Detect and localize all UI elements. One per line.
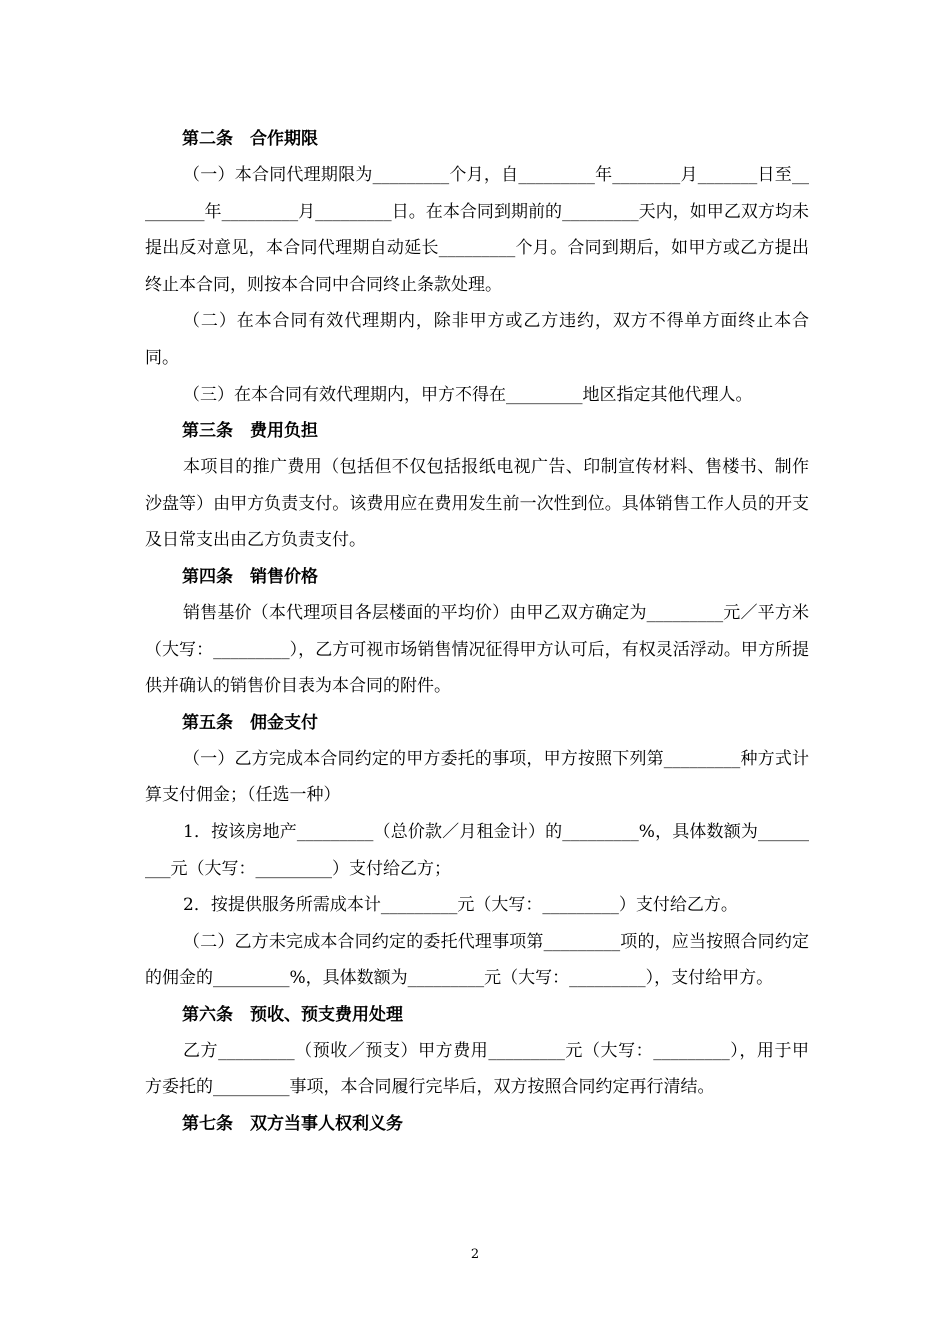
- paragraph: 本项目的推广费用（包括但不仅包括报纸电视广告、印制宣传材料、售楼书、制作沙盘等）由甲方负责支付。该费用应在费用发生前一次性到位。具体销售工作人员的开支及日常支出由乙方负责支付。: [145, 457, 809, 551]
- article-4-price: [145, 559, 809, 705]
- article-heading: 第四条 销售价格: [182, 566, 318, 587]
- paragraph: 销售基价（本代理项目各层楼面的平均价）由甲乙双方确定为_________元／平方米（大写：_________），乙方可视市场销售情况征得甲方认可后，有权灵活浮动。甲方所提供并确认的销售价目表为本合同的附件。: [145, 602, 809, 697]
- paragraph: （二）乙方未完成本合同约定的委托代理事项第_________项的，应当按照合同约定的佣金的_________%，具体数额为_________元（大写：_________），支付给甲方。: [145, 931, 809, 989]
- paragraph: （一）乙方完成本合同约定的甲方委托的事项，甲方按照下列第_________种方式计算支付佣金；（任选一种）: [145, 748, 809, 806]
- paragraph: （二）在本合同有效代理期内，除非甲方或乙方违约，双方不得单方面终止本合同。: [145, 311, 809, 368]
- article-2-term: [145, 121, 809, 413]
- article-heading: 第二条 合作期限: [182, 129, 318, 149]
- article-heading: 第六条 预收、预支费用处理: [182, 1004, 403, 1025]
- article-5-commission: [145, 705, 809, 997]
- page-number: 2: [470, 1247, 480, 1262]
- contract-body: [145, 121, 809, 1142]
- article-heading: 第七条 双方当事人权利义务: [182, 1114, 403, 1135]
- paragraph: （一）本合同代理期限为_________个月，自_________年________月_______日至_________年_________月_________日。在本合同到期前的_________天内，如甲乙双方均未提出反对意见，本合同代理期自动延长_________个月。合同到期后，如甲方或乙方提出终止本合同，则按本合同中合同终止条款处理。: [145, 165, 809, 295]
- paragraph: 1．按该房地产_________（总价款／月租金计）的_________%，具体数额为_________元（大写：_________）支付给乙方；: [145, 821, 809, 879]
- paragraph: 乙方_________（预收／预支）甲方费用_________元（大写：_________），用于甲方委托的_________事项，本合同履行完毕后，双方按照合同约定再行清结。: [145, 1040, 809, 1098]
- article-6-prepayment: [145, 997, 809, 1106]
- article-7-rights: [145, 1106, 809, 1142]
- article-heading: 第三条 费用负担: [182, 421, 318, 442]
- paragraph: （三）在本合同有效代理期内，甲方不得在_________地区指定其他代理人。: [183, 384, 753, 405]
- article-3-costs: [145, 413, 809, 559]
- article-heading: 第五条 佣金支付: [182, 712, 318, 733]
- paragraph: 2．按提供服务所需成本计_________元（大写：_________）支付给乙方。: [183, 895, 738, 916]
